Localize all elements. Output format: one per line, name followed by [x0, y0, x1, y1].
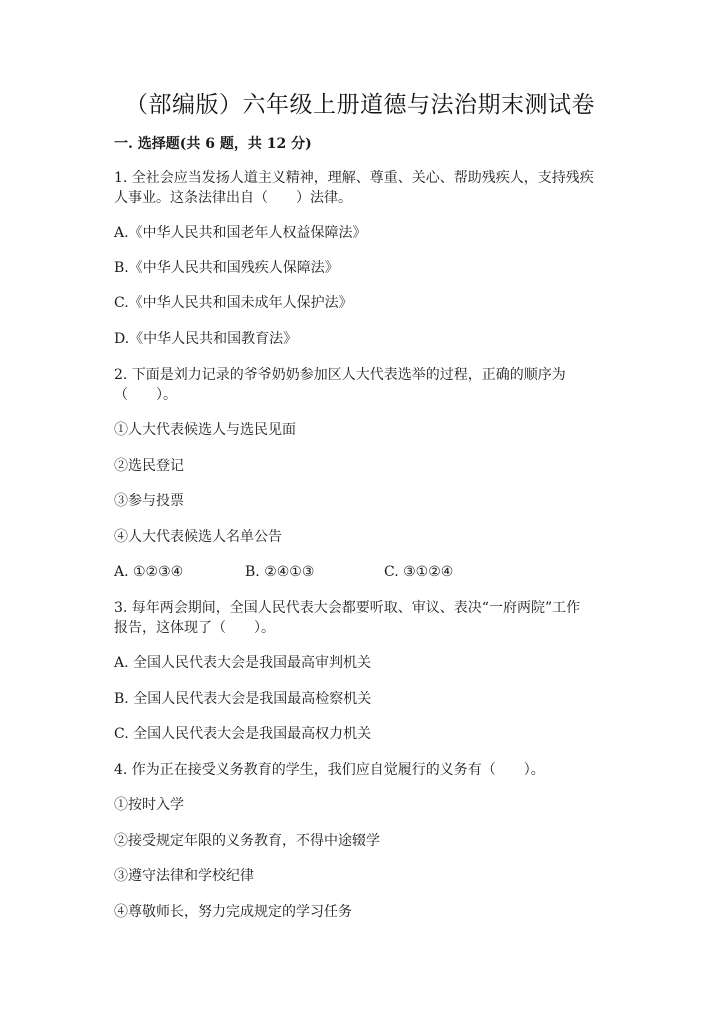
question-4-item-2: ②接受规定年限的义务教育，不得中途辍学: [114, 833, 380, 849]
question-4-item-3: ③遵守法律和学校纪律: [114, 868, 254, 884]
question-2-item-1: ①人大代表候选人与选民见面: [114, 422, 296, 438]
question-4-item-4: ④尊敬师长，努力完成规定的学习任务: [114, 904, 352, 920]
question-2-option-c: C. ③①②④: [384, 564, 454, 580]
question-1-option-b: B.《中华人民共和国残疾人保障法》: [114, 260, 339, 276]
question-1-stem-line-2: 人事业。这条法律出自（ ）法律。: [114, 190, 352, 206]
question-3-option-c: C. 全国人民代表大会是我国最高权力机关: [114, 726, 372, 742]
question-3-option-a: A. 全国人民代表大会是我国最高审判机关: [114, 655, 372, 671]
page-title: （部编版）六年级上册道德与法治期末测试卷: [125, 92, 595, 118]
question-2-stem-line-2: （ ）。: [114, 387, 177, 403]
question-2-option-a: A. ①②③④: [114, 564, 184, 580]
question-2-item-3: ③参与投票: [114, 493, 184, 509]
question-2-option-b: B. ②④①③: [245, 564, 315, 580]
question-1-option-d: D.《中华人民共和国教育法》: [114, 331, 298, 347]
question-2-item-4: ④人大代表候选人名单公告: [114, 529, 282, 545]
section-heading: 一. 选择题(共 6 题，共 12 分): [114, 136, 312, 152]
question-2-options-row: [114, 562, 614, 582]
question-2-stem-line-1: 2. 下面是刘力记录的爷爷奶奶参加区人大代表选举的过程，正确的顺序为: [114, 367, 566, 383]
question-1-option-a: A.《中华人民共和国老年人权益保障法》: [114, 225, 367, 241]
question-1-stem-line-1: 1. 全社会应当发扬人道主义精神，理解、尊重、关心、帮助残疾人，支持残疾: [114, 170, 594, 186]
question-4-stem: 4. 作为正在接受义务教育的学生，我们应自觉履行的义务有（ ）。: [114, 762, 545, 778]
question-3-option-b: B. 全国人民代表大会是我国最高检察机关: [114, 691, 372, 707]
question-3-stem-line-1: 3. 每年两会期间，全国人民代表大会都要听取、审议、表决“一府两院”工作: [114, 600, 581, 616]
question-4-item-1: ①按时入学: [114, 797, 184, 813]
question-1-option-c: C.《中华人民共和国未成年人保护法》: [114, 295, 353, 311]
question-2-item-2: ②选民登记: [114, 458, 184, 474]
question-3-stem-line-2: 报告，这体现了（ ）。: [114, 620, 275, 636]
